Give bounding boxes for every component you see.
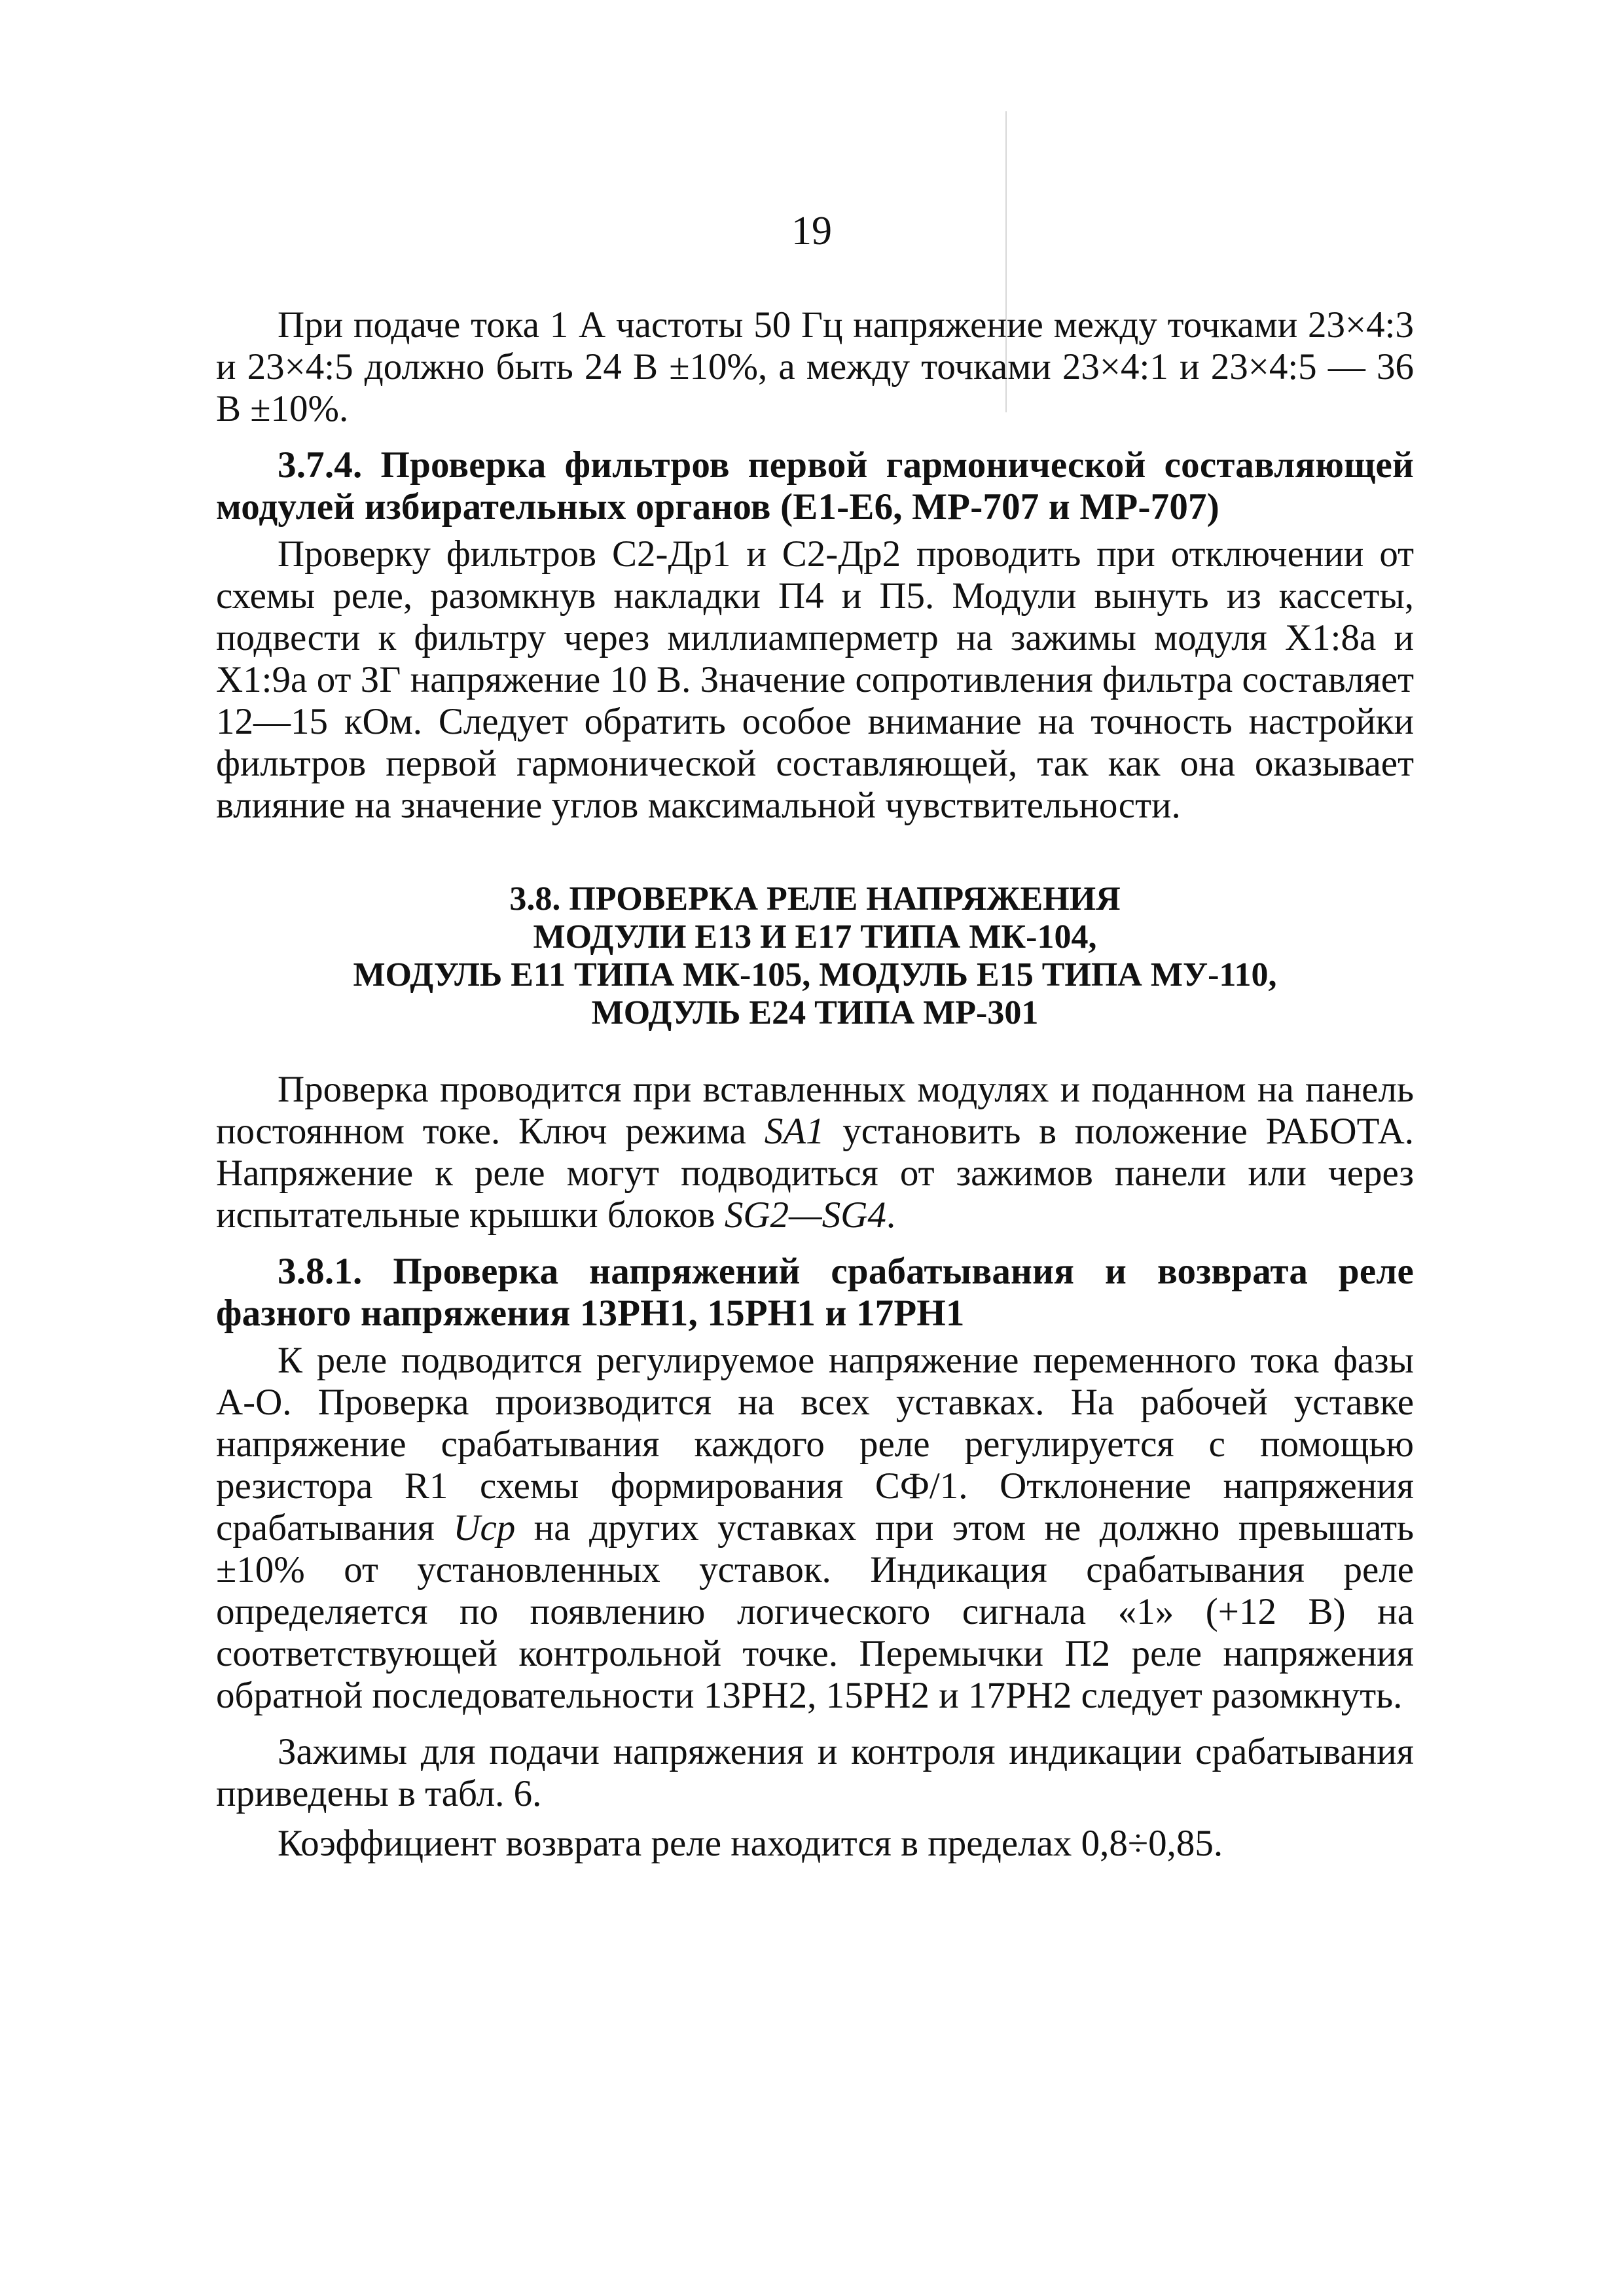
text-run: Проверка проводится при вставленных модулях и поданном на панель постоянном токе. Ключ режима [216,1069,1414,1152]
section-heading-line: МОДУЛЬ Е24 ТИПА МР-301 [591,994,1039,1031]
switch-label: SA1 [764,1111,825,1152]
paragraph-table-reference: Зажимы для подачи напряжения и контроля индикации срабатывания приведены в табл. 6. [216,1731,1414,1814]
subsection-number: 3.8.1. [278,1251,363,1292]
text-run: . [886,1194,896,1236]
text-run: установить в положение РАБОТА. Напряжение к реле могут подводиться от зажимов панели или через испытательные крышки блоков [216,1111,1414,1236]
section-heading-line: МОДУЛЬ Е11 ТИПА МК-105, МОДУЛЬ Е15 ТИПА МУ-110, [353,956,1277,994]
page-number: 19 [791,209,832,253]
paragraph-voltage-setting [216,1340,1414,1717]
section-heading-line: 3.8. ПРОВЕРКА РЕЛЕ НАПРЯЖЕНИЯ [509,880,1121,918]
subsection-heading-3-8-1 [216,1251,1414,1335]
paragraph-return-coefficient: Коэффициент возврата реле находится в пределах 0,8÷0,85. [278,1823,1223,1864]
section-heading-line: МОДУЛИ Е13 И Е17 ТИПА МК-104, [533,918,1097,956]
text-column [216,304,1414,1879]
block-range: SG2—SG4 [724,1194,886,1236]
paragraph-relay-check [216,1069,1414,1236]
subsection-title: Проверка напряжений срабатывания и возврата реле фазного напряжения 13РН1, 15РН1 и 17РН1 [216,1251,1414,1334]
text-run: К реле подводится регулируемое напряжение переменного тока фазы А-О. Проверка производится на всех уставках. На рабочей уставке напряжение срабатывания каждого реле регулируется с помощью резистора R1 схемы формирования СФ/1. Отклонение напряжения срабатывания [216,1340,1414,1549]
subsection-number: 3.7.4. [278,444,363,486]
section-heading-3-8 [216,880,1414,1032]
text-run: на других уставках при этом не должно превышать ±10% от установленных уставок. Индикация срабатывания реле определяется по появлению логического сигнала «1» (+12 В) на соответствующей контрольной точке. Перемычки П2 реле напряжения обратной последовательности 13РН2, 15РН2 и 17РН2 следует разомкнуть. [216,1507,1414,1716]
paragraph-filter-check: Проверку фильтров С2-Др1 и С2-Др2 проводить при отключении от схемы реле, разомкнув накладки П4 и П5. Модули вынуть из кассеты, подвести к фильтру через миллиамперметр на зажимы модуля Х1:8а и Х1:9а от ЗГ напряжение 10 В. Значение сопротивления фильтра составляет 12—15 кОм. Следует обратить особое внимание на точность настройки фильтров первой гармонической составляющей, так как она оказывает влияние на значение углов максимальной чувствительности. [216,533,1414,826]
paragraph-current-test: При подаче тока 1 А частоты 50 Гц напряжение между точками 23×4:3 и 23×4:5 должно быть 24 В ±10%, а между точками 23×4:1 и 23×4:5 — 36 В ±10%. [216,304,1414,429]
voltage-symbol: Uср [453,1507,516,1549]
subsection-heading-3-7-4 [216,444,1414,528]
subsection-title: Проверка фильтров первой гармонической составляющей модулей избирательных органов (Е1-Е6, МР-707 и МР-707) [216,444,1414,528]
